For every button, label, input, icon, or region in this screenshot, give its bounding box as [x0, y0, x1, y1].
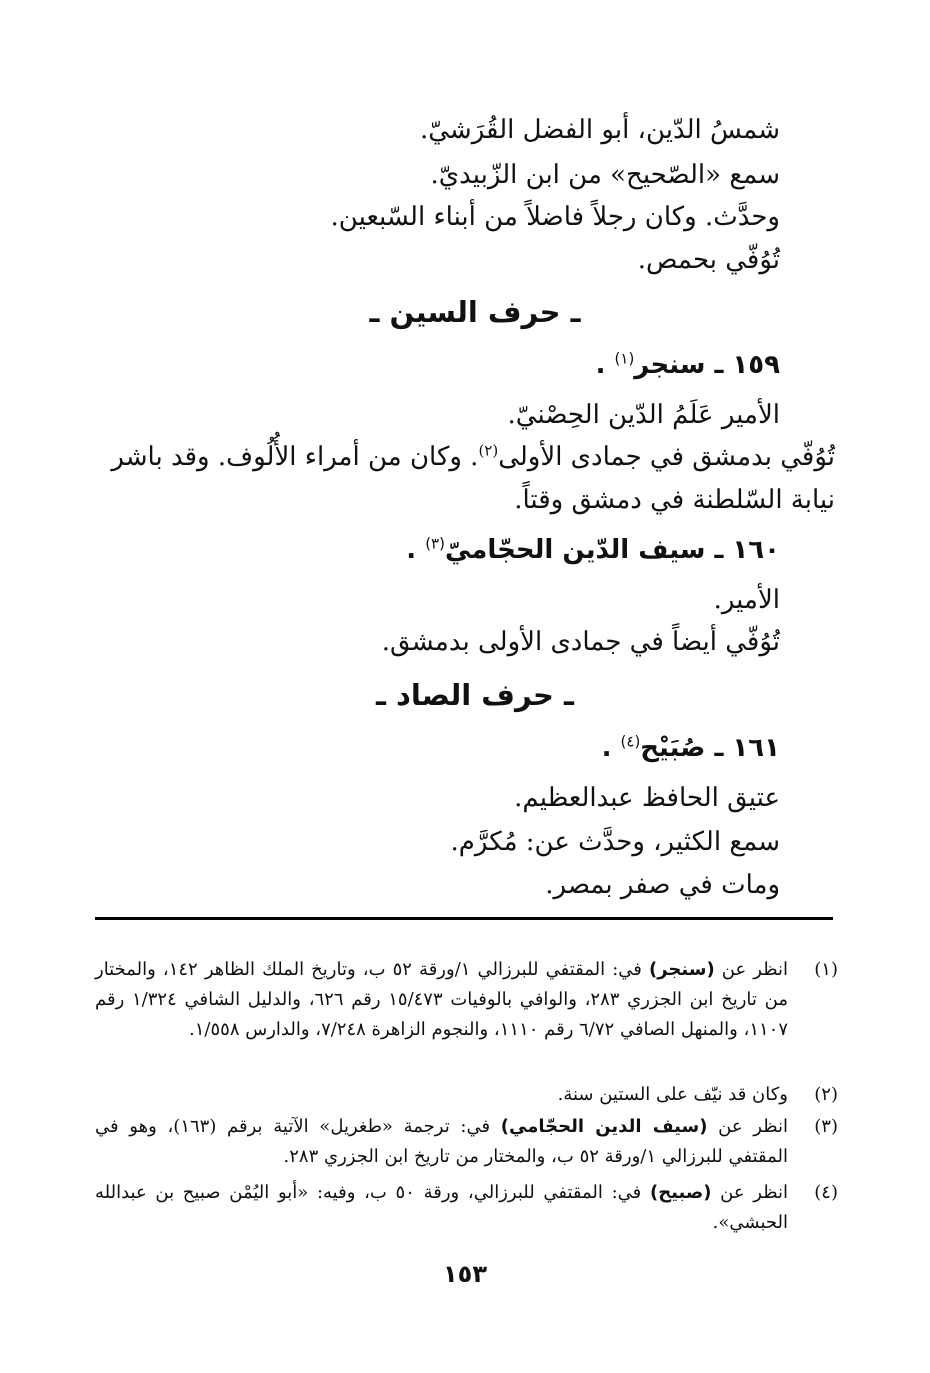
entry-title-text: ١٦١ ـ صُبَيْح — [640, 733, 780, 763]
footnote-subject: (سيف الدين الحجّامي) — [500, 1116, 708, 1137]
section-heading: ـ حرف السين ـ — [369, 295, 581, 329]
entry-title: ١٦٠ ـ سيف الدّين الحجّاميّ$^{(٣)}$ . — [406, 534, 780, 565]
footnote-number: (٤) — [814, 1182, 838, 1203]
text-segment: تُوُفّي بدمشق في جمادى الأولى — [498, 442, 835, 472]
footnote — [95, 1112, 838, 1172]
footnote — [95, 1080, 838, 1110]
footnote-separator — [95, 917, 833, 920]
text-line — [111, 437, 835, 477]
page-number: ١٥٣ — [443, 1260, 487, 1288]
text-segment: . وكان من أمراء الأُلُوف. وقد باشر — [111, 442, 479, 472]
footnote-subject: (صبيح) — [649, 1182, 712, 1203]
footnote-ref: (٢) — [478, 441, 499, 460]
text-line: تُوُفّي أيضاً في جمادى الأولى بدمشق. — [381, 627, 780, 657]
text-line: شمسُ الدّين، أبو الفضل القُرَشيّ. — [419, 115, 780, 145]
section-heading: ـ حرف الصاد ـ — [376, 678, 574, 712]
text-line: ومات في صفر بمصر. — [545, 870, 780, 900]
footnote-ref: (٣) — [425, 534, 445, 553]
footnote-ref: (٤) — [620, 732, 641, 751]
footnote-number: (٣) — [814, 1116, 838, 1137]
footnote-body: انظر عن (سيف الدين الحجّامي) في: ترجمة «طغريل» الآتية برقم (١٦٣)، وهو في المقتفي للبرزالي ١/ورقة ٥٢ ب، والمختار من تاريخ ابن الجزري ٢٨٣. — [95, 1116, 788, 1167]
text-line: وحدَّث. وكان رجلاً فاضلاً من أبناء السّبعين. — [330, 202, 780, 232]
entry-title-text: ١٦٠ ـ سيف الدّين الحجّاميّ — [444, 535, 780, 565]
footnote-body: وكان قد نيّف على الستين سنة. — [557, 1084, 788, 1105]
footnote-ref: (١) — [614, 349, 635, 368]
footnote-body: انظر عن (سنجر) في: المقتفي للبرزالي ١/ورقة ٥٢ ب، وتاريخ الملك الظاهر ١٤٢، والمختار من تاريخ ابن الجزري ٢٨٣، والوافي بالوفيات ١٥/٤٧٣ رقم ٦٢٦، والدليل الشافي ١/٣٢٤ رقم ١١٠٧، والمنهل الصافي ٦/٧٢ رقم ١١١٠، والنجوم الزاهرة ٧/٢٤٨، والدارس ١/٥٥٨. — [95, 959, 788, 1040]
footnote-number: (١) — [814, 959, 838, 980]
footnote — [95, 1178, 838, 1238]
entry-title: ١٦١ ـ صُبَيْح$^{(٤)}$ . — [601, 732, 780, 763]
entry-title: ١٥٩ ـ سنجر$^{(١)}$ . — [595, 349, 780, 380]
entry-title-text: ١٥٩ ـ سنجر — [634, 350, 780, 380]
text-line: تُوُفّي بحمص. — [637, 245, 780, 275]
text-line: الأمير. — [713, 585, 780, 615]
footnote-subject: (سنجر) — [649, 959, 715, 980]
text-line: سمع الكثير، وحدَّث عن: مُكرَّم. — [450, 827, 780, 857]
footnote-body: انظر عن (صبيح) في: المقتفي للبرزالي، ورقة ٥٠ ب، وفيه: «أبو اليُمْن صبيح بن عبدالله الحبشي». — [95, 1182, 789, 1233]
footnote — [95, 955, 838, 1045]
text-line: عتيق الحافظ عبدالعظيم. — [514, 783, 780, 813]
text-line: سمع «الصّحيح» من ابن الزّبيديّ. — [430, 160, 780, 190]
footnote-number: (٢) — [814, 1084, 838, 1105]
text-line: الأمير عَلَمُ الدّين الحِصْنيّ. — [507, 400, 780, 430]
text-line: نيابة السّلطنة في دمشق وقتاً. — [514, 485, 835, 515]
